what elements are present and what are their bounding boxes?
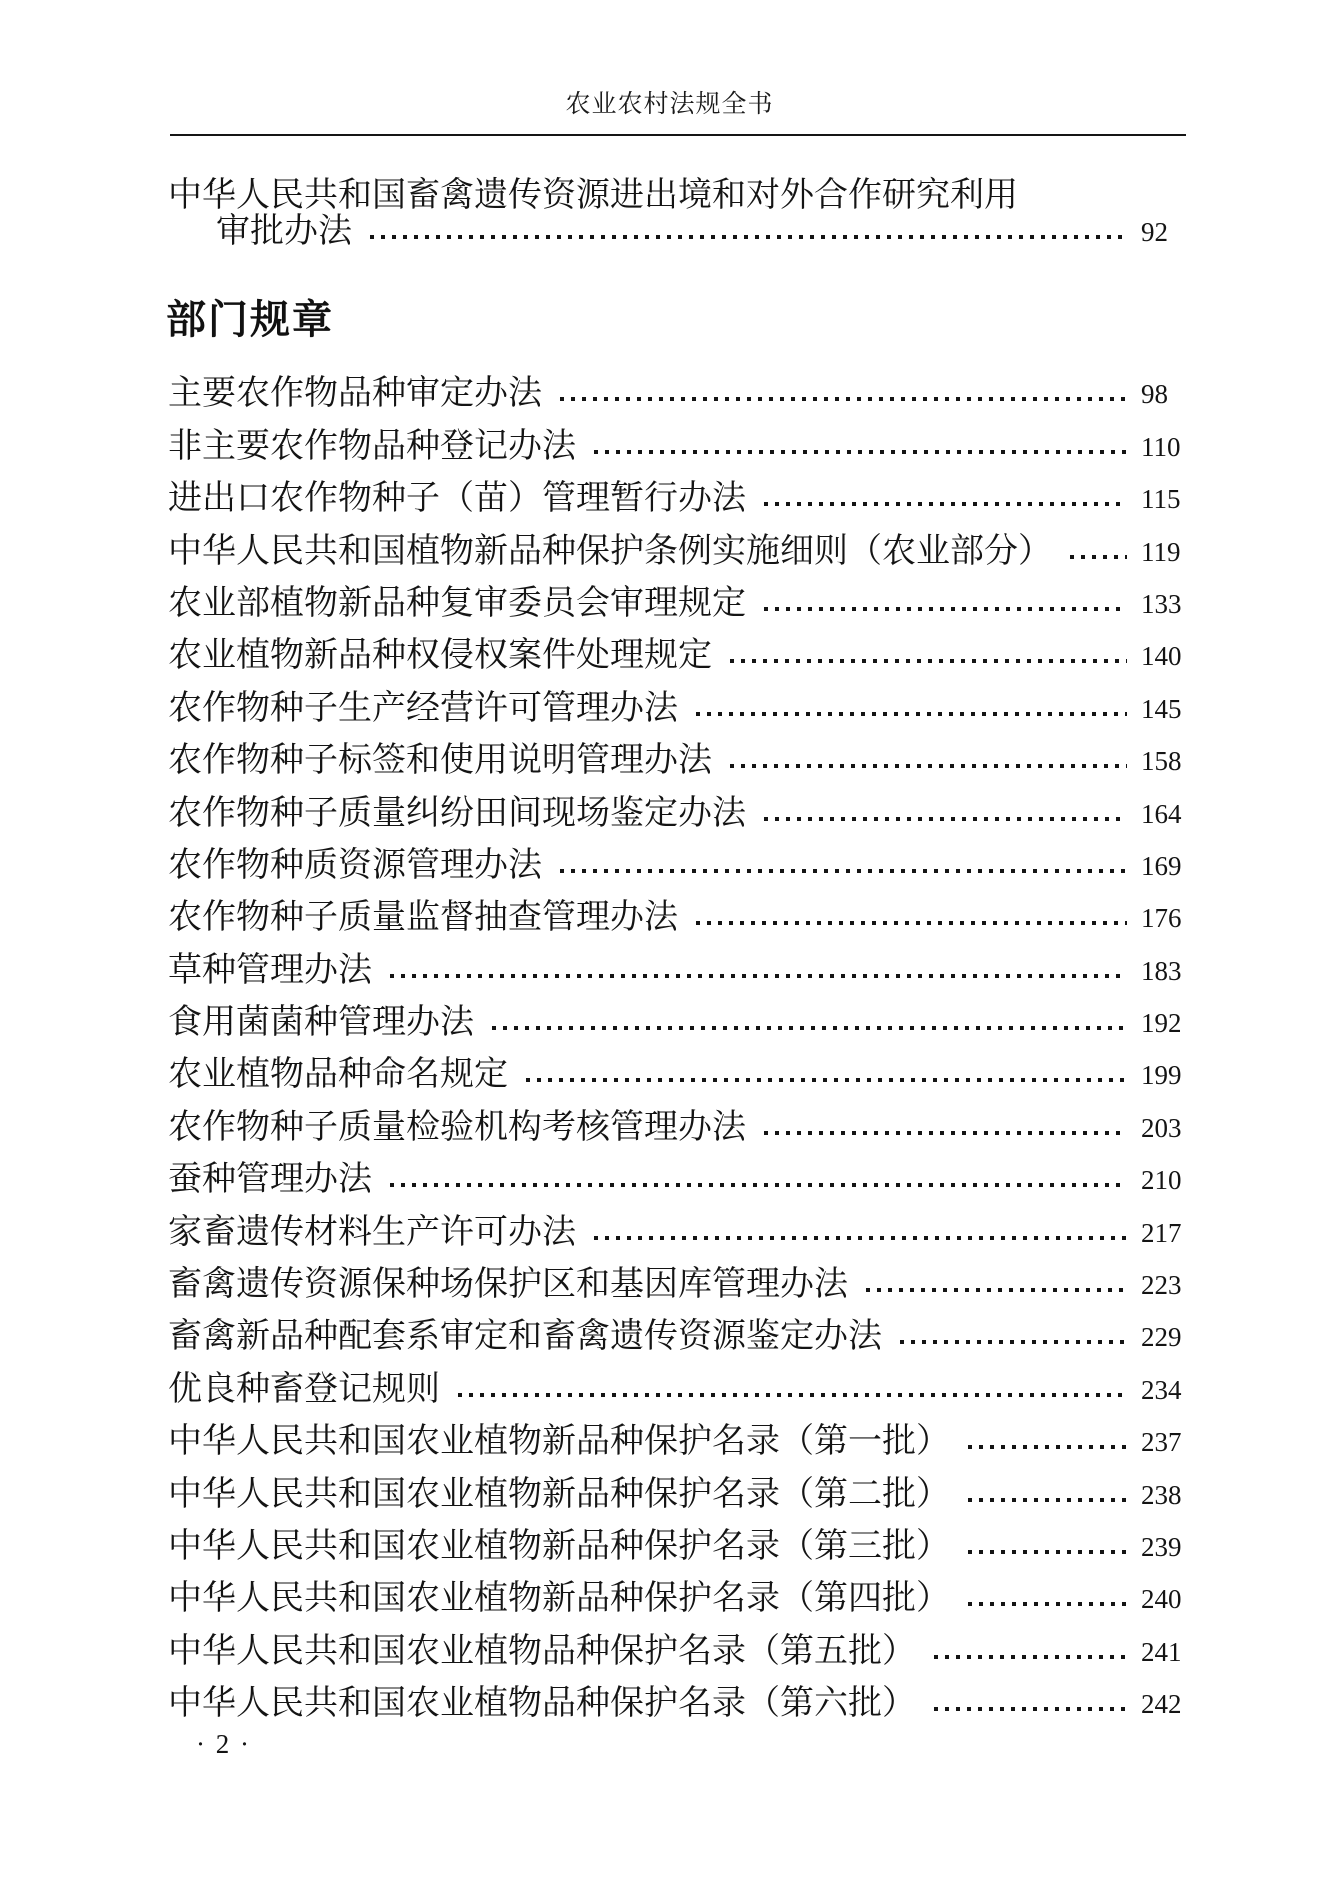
toc-entry-title: 农业植物品种命名规定 <box>168 1056 508 1094</box>
toc-entry-title: 农作物种子质量纠纷田间现场鉴定办法 <box>168 794 746 832</box>
dot-leader <box>968 1602 1127 1606</box>
toc-entry-row <box>168 1567 1187 1619</box>
toc-entry-row <box>168 938 1187 990</box>
toc-entry-page: 239 <box>1141 1531 1182 1562</box>
header-rule <box>170 134 1186 136</box>
page-number-footer: · 2 · <box>196 1729 251 1759</box>
toc-entry-page: 192 <box>1141 1008 1182 1039</box>
dot-leader <box>968 1550 1127 1554</box>
dot-leader <box>696 712 1127 716</box>
dot-leader <box>866 1288 1127 1292</box>
toc-entry-title: 中华人民共和国农业植物品种保护名录（第六批） <box>168 1685 916 1723</box>
toc-entry-page: 199 <box>1141 1060 1182 1091</box>
toc-entry-row <box>168 1462 1187 1514</box>
toc-entry-row <box>168 1095 1187 1147</box>
toc-entry-row <box>168 414 1187 466</box>
toc-entry-row <box>168 676 1187 728</box>
toc-entry-page: 229 <box>1141 1322 1182 1353</box>
toc-entry-row <box>168 1619 1187 1671</box>
toc-entry-page: 119 <box>1141 536 1181 567</box>
toc-entry-title: 农作物种质资源管理办法 <box>168 846 542 884</box>
toc-entry-row <box>168 519 1187 571</box>
toc-entries <box>168 362 1187 1724</box>
toc-entry-title: 中华人民共和国农业植物新品种保护名录（第二批） <box>168 1475 950 1513</box>
toc-entry-page: 133 <box>1141 588 1182 619</box>
toc-entry-title: 非主要农作物品种登记办法 <box>168 427 576 465</box>
toc-entry-title: 优良种畜登记规则 <box>168 1370 440 1408</box>
running-header: 农业农村法规全书 <box>565 91 774 118</box>
toc-entry-title: 蚕种管理办法 <box>168 1161 372 1199</box>
dot-leader <box>526 1078 1127 1082</box>
toc-entry-row <box>168 1200 1187 1252</box>
toc-entry-page: 210 <box>1141 1165 1182 1196</box>
toc-entry-row <box>168 1672 1187 1724</box>
dot-leader <box>764 1131 1127 1135</box>
toc-entry-row <box>168 1043 1187 1095</box>
toc-entry-page: 92 <box>1141 217 1168 248</box>
dot-leader <box>390 974 1127 978</box>
toc-entry-page: 158 <box>1141 746 1182 777</box>
dot-leader <box>560 397 1127 401</box>
toc-entry-page: 223 <box>1141 1270 1182 1301</box>
toc-entry-row <box>168 834 1187 886</box>
toc-entry-page: 238 <box>1141 1479 1182 1510</box>
toc-entry-title: 农业植物新品种权侵权案件处理规定 <box>168 637 712 675</box>
toc-entry-row <box>168 886 1187 938</box>
toc-entry-title: 中华人民共和国植物新品种保护条例实施细则（农业部分） <box>168 532 1052 570</box>
toc-entry-title: 食用菌菌种管理办法 <box>168 1004 474 1042</box>
toc-entry-row <box>168 729 1187 781</box>
toc-entry-page: 169 <box>1141 850 1182 881</box>
dot-leader <box>560 869 1127 873</box>
toc-entry-title: 主要农作物品种审定办法 <box>168 375 542 413</box>
toc-entry-page: 140 <box>1141 641 1182 672</box>
toc-entry-row <box>168 362 1187 414</box>
toc-entry-row <box>168 572 1187 624</box>
toc-entry-title: 进出口农作物种子（苗）管理暂行办法 <box>168 480 746 518</box>
toc-entry-row <box>168 1357 1187 1409</box>
toc-entry-row <box>168 1410 1187 1462</box>
toc-entry-page: 98 <box>1141 379 1168 410</box>
toc-entry-row <box>168 1305 1187 1357</box>
toc-entry-page: 237 <box>1141 1427 1182 1458</box>
toc-entry-title: 草种管理办法 <box>168 951 372 989</box>
toc-entry-row <box>168 467 1187 519</box>
dot-leader <box>764 607 1127 611</box>
dot-leader <box>764 502 1127 506</box>
toc-entry-title-line2: 审批办法 <box>216 213 352 251</box>
toc-entry-page: 145 <box>1141 693 1182 724</box>
toc-entry-title: 中华人民共和国农业植物新品种保护名录（第四批） <box>168 1580 950 1618</box>
toc-entry-row <box>168 1515 1187 1567</box>
dot-leader <box>730 659 1127 663</box>
toc-entry-page: 115 <box>1141 484 1181 515</box>
toc-entry-row <box>168 200 1187 252</box>
dot-leader <box>730 764 1127 768</box>
toc-entry-page: 234 <box>1141 1374 1182 1405</box>
toc-entry-title: 畜禽遗传资源保种场保护区和基因库管理办法 <box>168 1266 848 1304</box>
toc-entry-page: 164 <box>1141 798 1182 829</box>
dot-leader <box>1070 555 1127 559</box>
dot-leader <box>900 1340 1127 1344</box>
section-heading: 部门规章 <box>166 298 334 342</box>
dot-leader <box>968 1498 1127 1502</box>
toc-entry-title-line1: 中华人民共和国畜禽遗传资源进出境和对外合作研究利用 <box>168 177 1018 214</box>
dot-leader <box>934 1655 1127 1659</box>
toc-entry-title: 农业部植物新品种复审委员会审理规定 <box>168 584 746 622</box>
dot-leader <box>594 450 1127 454</box>
toc-entry-page: 110 <box>1141 431 1181 462</box>
toc-entry-page: 240 <box>1141 1584 1182 1615</box>
dot-leader <box>492 1026 1127 1030</box>
toc-entry-page: 176 <box>1141 903 1182 934</box>
dot-leader <box>968 1445 1127 1449</box>
toc-entry-title: 中华人民共和国农业植物新品种保护名录（第一批） <box>168 1423 950 1461</box>
toc-entry-page: 242 <box>1141 1689 1182 1720</box>
toc-entry-row <box>168 781 1187 833</box>
dot-leader <box>764 817 1127 821</box>
toc-entry-page: 183 <box>1141 955 1182 986</box>
toc-entry-title: 家畜遗传材料生产许可办法 <box>168 1213 576 1251</box>
toc-entry-row <box>168 1253 1187 1305</box>
toc-entry-row <box>168 1148 1187 1200</box>
toc-entry-row <box>168 991 1187 1043</box>
dot-leader <box>390 1183 1127 1187</box>
toc-entry-continuation <box>168 200 1187 252</box>
toc-entry-title: 农作物种子生产经营许可管理办法 <box>168 689 678 727</box>
dot-leader <box>934 1707 1127 1711</box>
toc-entry-title: 中华人民共和国农业植物新品种保护名录（第三批） <box>168 1527 950 1565</box>
dot-leader <box>370 235 1127 239</box>
toc-entry-title: 农作物种子质量检验机构考核管理办法 <box>168 1108 746 1146</box>
toc-entry-title: 中华人民共和国农业植物品种保护名录（第五批） <box>168 1632 916 1670</box>
dot-leader <box>458 1393 1127 1397</box>
toc-entry-page: 203 <box>1141 1112 1182 1143</box>
toc-entry-title: 畜禽新品种配套系审定和畜禽遗传资源鉴定办法 <box>168 1318 882 1356</box>
toc-entry-title: 农作物种子标签和使用说明管理办法 <box>168 742 712 780</box>
dot-leader <box>696 921 1127 925</box>
toc-entry-row <box>168 624 1187 676</box>
toc-entry-page: 217 <box>1141 1217 1182 1248</box>
toc-entry-page: 241 <box>1141 1636 1182 1667</box>
toc-entry-title: 农作物种子质量监督抽查管理办法 <box>168 899 678 937</box>
dot-leader <box>594 1236 1127 1240</box>
